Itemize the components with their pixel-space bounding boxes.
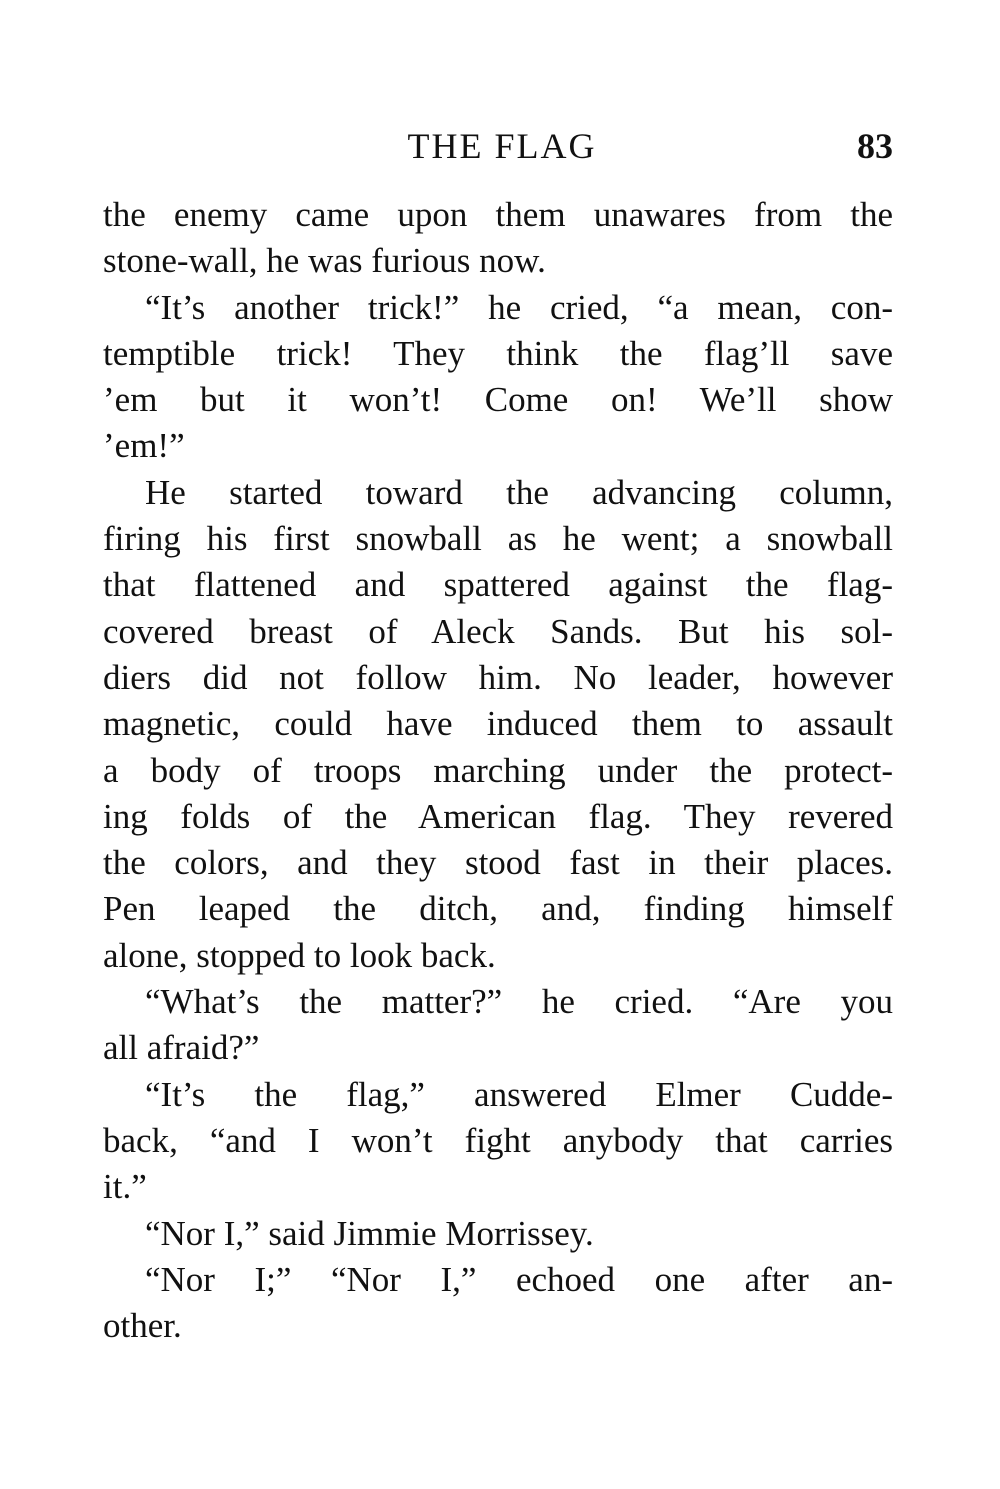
page-number: 83: [857, 126, 893, 166]
running-title: THE FLAG: [407, 126, 597, 166]
text-line: ing folds of the American flag. They revered: [103, 796, 893, 836]
text-line: all afraid?”: [103, 1028, 260, 1068]
text-line: ’em but it won’t! Come on! We’ll show: [103, 380, 893, 420]
text-line: diers did not follow him. No leader, however: [103, 657, 893, 697]
book-page: [103, 118, 893, 1349]
text-line: ’em!”: [103, 426, 185, 466]
text-line: the colors, and they stood fast in their places.: [103, 843, 893, 883]
text-line: magnetic, could have induced them to assault: [103, 704, 893, 744]
text-line: “It’s the flag,” answered Elmer Cudde-: [145, 1074, 893, 1114]
text-line: covered breast of Aleck Sands. But his sol-: [103, 611, 893, 651]
text-line: that flattened and spattered against the flag-: [103, 565, 893, 605]
text-line: He started toward the advancing column,: [145, 472, 893, 512]
text-line: a body of troops marching under the protect-: [103, 750, 893, 790]
text-line: “Nor I,” said Jimmie Morrissey.: [145, 1213, 594, 1253]
text-line: temptible trick! They think the flag’ll save: [103, 333, 893, 373]
text-line: it.”: [103, 1167, 147, 1207]
running-head: [103, 118, 893, 174]
text-line: back, “and I won’t fight anybody that carries: [103, 1120, 893, 1160]
text-line: Pen leaped the ditch, and, finding himself: [103, 889, 893, 929]
text-line: stone-wall, he was furious now.: [103, 241, 546, 281]
text-line: “It’s another trick!” he cried, “a mean, con-: [145, 287, 893, 327]
text-line: the enemy came upon them unawares from the: [103, 195, 893, 234]
body-text: [103, 192, 893, 1349]
text-line: other.: [103, 1306, 182, 1346]
text-line: “What’s the matter?” he cried. “Are you: [145, 982, 893, 1022]
text-line: firing his first snowball as he went; a snowball: [103, 519, 893, 559]
text-line: “Nor I;” “Nor I,” echoed one after an-: [145, 1259, 893, 1299]
text-line: alone, stopped to look back.: [103, 935, 496, 975]
